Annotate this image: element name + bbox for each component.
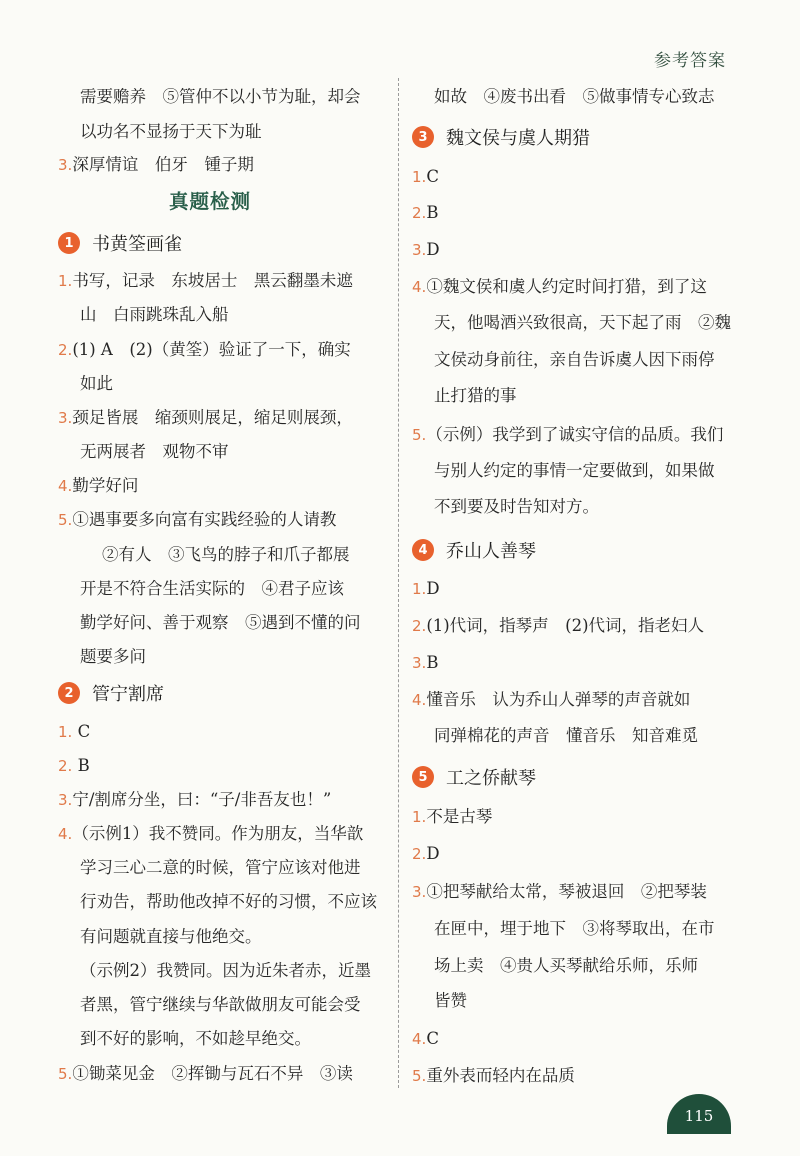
section-number-badge: 3 (412, 126, 434, 148)
answer-line: 3.深厚情谊 伯牙 锺子期 (58, 155, 254, 174)
answer-line: 与别人约定的事情一定要做到，如果做 (434, 461, 715, 480)
answer-line: 场上卖 ④贵人买琴献给乐师，乐师 (434, 956, 698, 975)
answer-line: 如此 (80, 374, 113, 393)
answer-line: 4.懂音乐 认为乔山人弹琴的声音就如 (412, 690, 691, 709)
answer-line: 行劝告，帮助他改掉不好的习惯，不应该 (80, 892, 377, 911)
answer-line: 2. B (58, 756, 90, 775)
answer-line: 1.D (412, 579, 440, 598)
section-number-badge: 4 (412, 539, 434, 561)
section-heading-2 (58, 676, 164, 710)
section-title: 乔山人善琴 (446, 541, 536, 562)
answer-line: 1. C (58, 722, 91, 741)
answer-line: 在匣中，埋于地下 ③将琴取出，在市 (434, 919, 715, 938)
section-title: 管宁割席 (92, 684, 164, 705)
answer-line: 2.D (412, 844, 440, 863)
header-label: 参考答案 (654, 51, 726, 71)
answer-line: 开是不符合生活实际的 ④君子应该 (80, 579, 344, 598)
answer-line: 4.（示例1）我不赞同。作为朋友，当华歆 (58, 824, 364, 843)
answer-line: 3.颈足皆展 缩颈则展足，缩足则展颈， (58, 408, 353, 427)
section-number-badge: 2 (58, 682, 80, 704)
section-title: 书黄筌画雀 (92, 234, 182, 255)
answer-line: 2.(1) A (2)（黄筌）验证了一下，确实 (58, 340, 351, 359)
section-heading-4 (412, 533, 536, 567)
answer-line: 不到要及时告知对方。 (434, 497, 599, 516)
answer-line: 4.C (412, 1029, 439, 1048)
answer-line: 2.(1)代词，指琴声 (2)代词，指老妇人 (412, 616, 705, 635)
answer-line: 需要赡养 ⑤管仲不以小节为耻，却会 (80, 87, 361, 106)
answer-line: 4.勤学好问 (58, 476, 139, 495)
answer-line: 以功名不显扬于天下为耻 (80, 122, 262, 141)
answer-line: 2.B (412, 203, 439, 222)
answer-line: 山 白雨跳珠乱入船 (80, 305, 229, 324)
answer-line: 文侯动身前往，亲自告诉虞人因下雨停 (434, 350, 715, 369)
answer-line: （示例2）我赞同。因为近朱者赤，近墨 (80, 961, 371, 980)
answer-line: 天，他喝酒兴致很高，天下起了雨 ②魏 (434, 313, 731, 332)
answer-line: 同弹棉花的声音 懂音乐 知音难觅 (434, 726, 698, 745)
answer-line: 无两展者 观物不审 (80, 442, 229, 461)
section-heading-1 (58, 226, 182, 260)
section-main-title: 真题检测 (169, 190, 252, 213)
answer-line: 到不好的影响，不如趁早绝交。 (80, 1029, 311, 1048)
section-heading-5 (412, 760, 536, 794)
section-title: 工之侨献琴 (446, 768, 536, 789)
answer-line: 3.B (412, 653, 439, 672)
answer-line: 如故 ④废书出看 ⑤做事情专心致志 (434, 87, 715, 106)
section-number-badge: 1 (58, 232, 80, 254)
page-number: 115 (684, 1107, 714, 1125)
answer-line: ②有人 ③飞鸟的脖子和爪子都展 (102, 545, 350, 564)
answer-line: 5.①锄菜见金 ②挥锄与瓦石不异 ③读 (58, 1064, 353, 1083)
answer-line: 4.①魏文侯和虞人约定时间打猎，到了这 (412, 277, 707, 296)
section-title: 魏文侯与虞人期猎 (446, 128, 590, 149)
answer-line: 者黑，管宁继续与华歆做朋友可能会受 (80, 995, 361, 1014)
answer-line: 皆赞 (434, 991, 467, 1010)
answer-line: 题要多问 (80, 647, 146, 666)
section-heading-3 (412, 120, 590, 154)
answer-line: 1.C (412, 167, 439, 186)
answer-line: 5.重外表而轻内在品质 (412, 1066, 575, 1085)
answer-line: 3.D (412, 240, 440, 259)
answer-line: 5.（示例）我学到了诚实守信的品质。我们 (412, 425, 724, 444)
answer-line: 5.①遇事要多向富有实践经验的人请教 (58, 510, 337, 529)
answer-line: 学习三心二意的时候，管宁应该对他进 (80, 858, 361, 877)
column-divider (398, 78, 399, 1088)
answer-line: 3.①把琴献给太常，琴被退回 ②把琴装 (412, 882, 707, 901)
section-number-badge: 5 (412, 766, 434, 788)
answer-line: 3.宁/割席分坐，曰：“子/非吾友也！” (58, 790, 332, 809)
answer-line: 勤学好问、善于观察 ⑤遇到不懂的问 (80, 613, 361, 632)
answer-line: 1.不是古琴 (412, 807, 493, 826)
answer-line: 1.书写，记录 东坡居士 黑云翻墨未遮 (58, 271, 353, 290)
answer-line: 有问题就直接与他绝交。 (80, 927, 262, 946)
answer-line: 止打猎的事 (434, 386, 517, 405)
